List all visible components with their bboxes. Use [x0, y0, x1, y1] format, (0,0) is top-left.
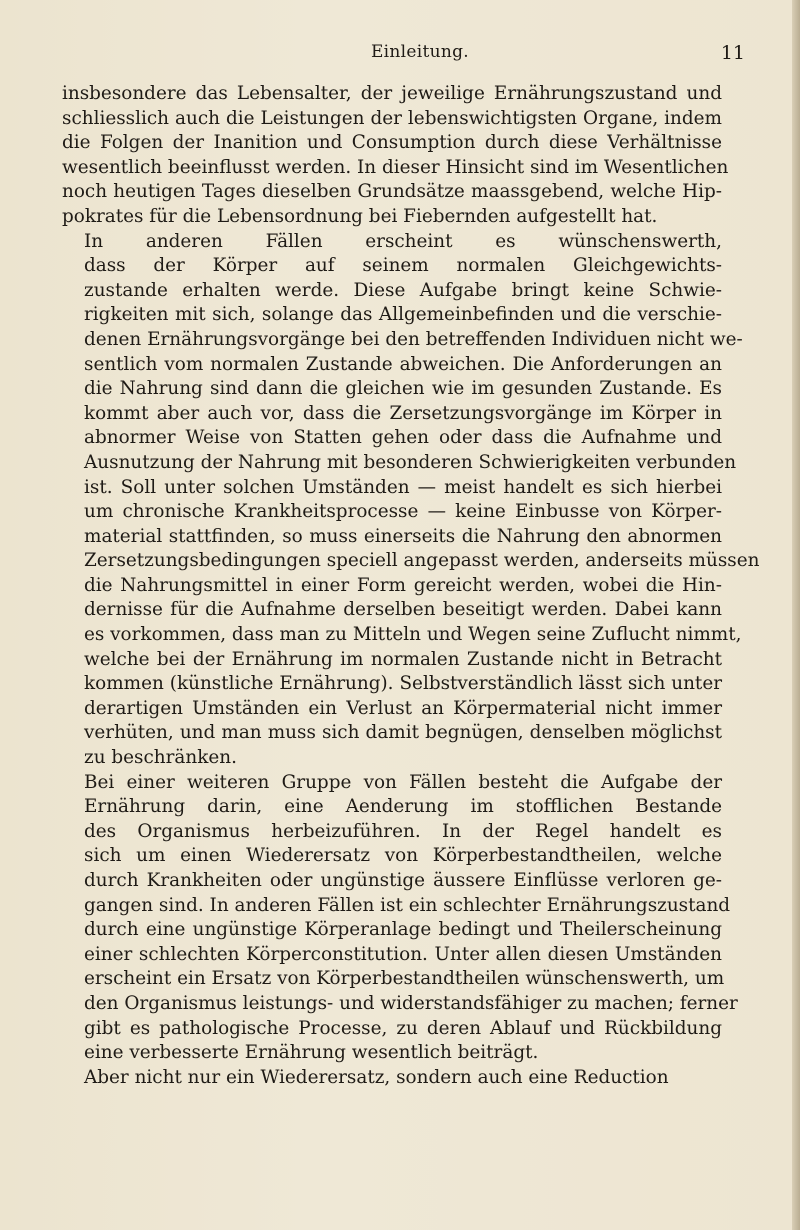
text-line: Aber nicht nur ein Wiederersatz, sondern auch eine Reduction: [84, 1066, 669, 1088]
text-line: gibt es pathologische Processe, zu deren Ablauf und Rückbildung: [84, 1017, 722, 1039]
text-line: Zersetzungsbedingungen speciell angepasst werden, anderseits müssen: [84, 550, 760, 572]
text-line: kommt aber auch vor, dass die Zersetzungsvorgänge im Körper in: [84, 402, 722, 424]
text-line: zu beschränken.: [84, 747, 237, 769]
text-line: verhüten, und man muss sich damit begnügen, denselben möglichst: [84, 722, 722, 744]
text-line: schliesslich auch die Leistungen der lebenswichtigsten Organe, indem: [62, 107, 722, 129]
text-line: einer schlechten Körperconstitution. Unter allen diesen Umständen: [84, 943, 722, 965]
text-line: dernisse für die Aufnahme derselben beseitigt werden. Dabei kann: [84, 599, 722, 621]
text-line: welche bei der Ernährung im normalen Zustande nicht in Betracht: [84, 648, 722, 670]
text-line: es vorkommen, dass man zu Mitteln und Wegen seine Zuflucht nimmt,: [84, 624, 742, 646]
body-text: [62, 82, 760, 1090]
text-line: Bei einer weiteren Gruppe von Fällen besteht die Aufgabe der: [84, 771, 722, 793]
text-line: die Nahrung sind dann die gleichen wie im gesunden Zustande. Es: [84, 378, 722, 400]
text-line: durch Krankheiten oder ungünstige äussere Einflüsse verloren ge-: [84, 870, 722, 891]
text-line: insbesondere das Lebensalter, der jeweilige Ernährungszustand und: [62, 83, 722, 104]
text-line: erscheint ein Ersatz von Körperbestandtheilen wünschenswerth, um: [84, 968, 725, 990]
page-edge-shadow: [792, 0, 800, 1230]
text-line: die Nahrungsmittel in einer Form gereicht werden, wobei die Hin-: [84, 574, 722, 596]
text-line: gangen sind. In anderen Fällen ist ein schlechter Ernährungszustand: [84, 894, 731, 916]
text-line: wesentlich beeinflusst werden. In dieser Hinsicht sind im Wesentlichen: [62, 156, 729, 178]
text-line: Ausnutzung der Nahrung mit besonderen Schwierigkeiten verbunden: [84, 451, 737, 473]
text-line: sentlich vom normalen Zustande abweichen. Die Anforderungen an: [84, 353, 722, 375]
text-line: den Organismus leistungs- und widerstandsfähiger zu machen; ferner: [84, 992, 738, 1014]
text-line: zustande erhalten werde. Diese Aufgabe bringt keine Schwie-: [84, 279, 722, 301]
text-line: des Organismus herbeizuführen. In der Regel handelt es: [84, 820, 722, 842]
page-number: 11: [720, 42, 745, 64]
text-line: ist. Soll unter solchen Umständen — meist handelt es sich hierbei: [84, 476, 722, 498]
page-header: [95, 42, 745, 70]
text-line: In anderen Fällen erscheint es wünschenswerth,: [84, 230, 722, 252]
text-line: um chronische Krankheitsprocesse — keine Einbusse von Körper-: [84, 501, 722, 523]
text-line: die Folgen der Inanition und Consumption durch diese Verhältnisse: [62, 132, 722, 154]
text-line: Ernährung darin, eine Aenderung im stofflichen Bestande: [84, 796, 722, 818]
text-line: material stattfinden, so muss einerseits die Nahrung den abnormen: [84, 525, 722, 547]
text-line: noch heutigen Tages dieselben Grundsätze maassgebend, welche Hip-: [62, 181, 722, 203]
paragraph: [62, 1066, 722, 1091]
text-line: sich um einen Wiederersatz von Körperbestandtheilen, welche: [84, 845, 722, 867]
text-line: denen Ernährungsvorgänge bei den betreffenden Individuen nicht we-: [84, 328, 743, 350]
text-line: durch eine ungünstige Körperanlage bedingt und Theilerscheinung: [84, 919, 722, 941]
text-line: eine verbesserte Ernährung wesentlich beiträgt.: [84, 1042, 539, 1064]
paragraph: [62, 82, 729, 230]
text-line: dass der Körper auf seinem normalen Gleichgewichts-: [84, 255, 722, 277]
paragraph: [62, 771, 738, 1066]
text-line: derartigen Umständen ein Verlust an Körpermaterial nicht immer: [84, 697, 722, 719]
text-line: rigkeiten mit sich, solange das Allgemeinbefinden und die verschie-: [84, 304, 722, 326]
paragraph: [62, 230, 760, 771]
text-line: pokrates für die Lebensordnung bei Fiebernden aufgestellt hat.: [62, 205, 658, 227]
text-line: kommen (künstliche Ernährung). Selbstverständlich lässt sich unter: [84, 673, 722, 695]
text-line: abnormer Weise von Statten gehen oder dass die Aufnahme und: [84, 427, 722, 449]
running-title: Einleitung.: [370, 42, 470, 62]
